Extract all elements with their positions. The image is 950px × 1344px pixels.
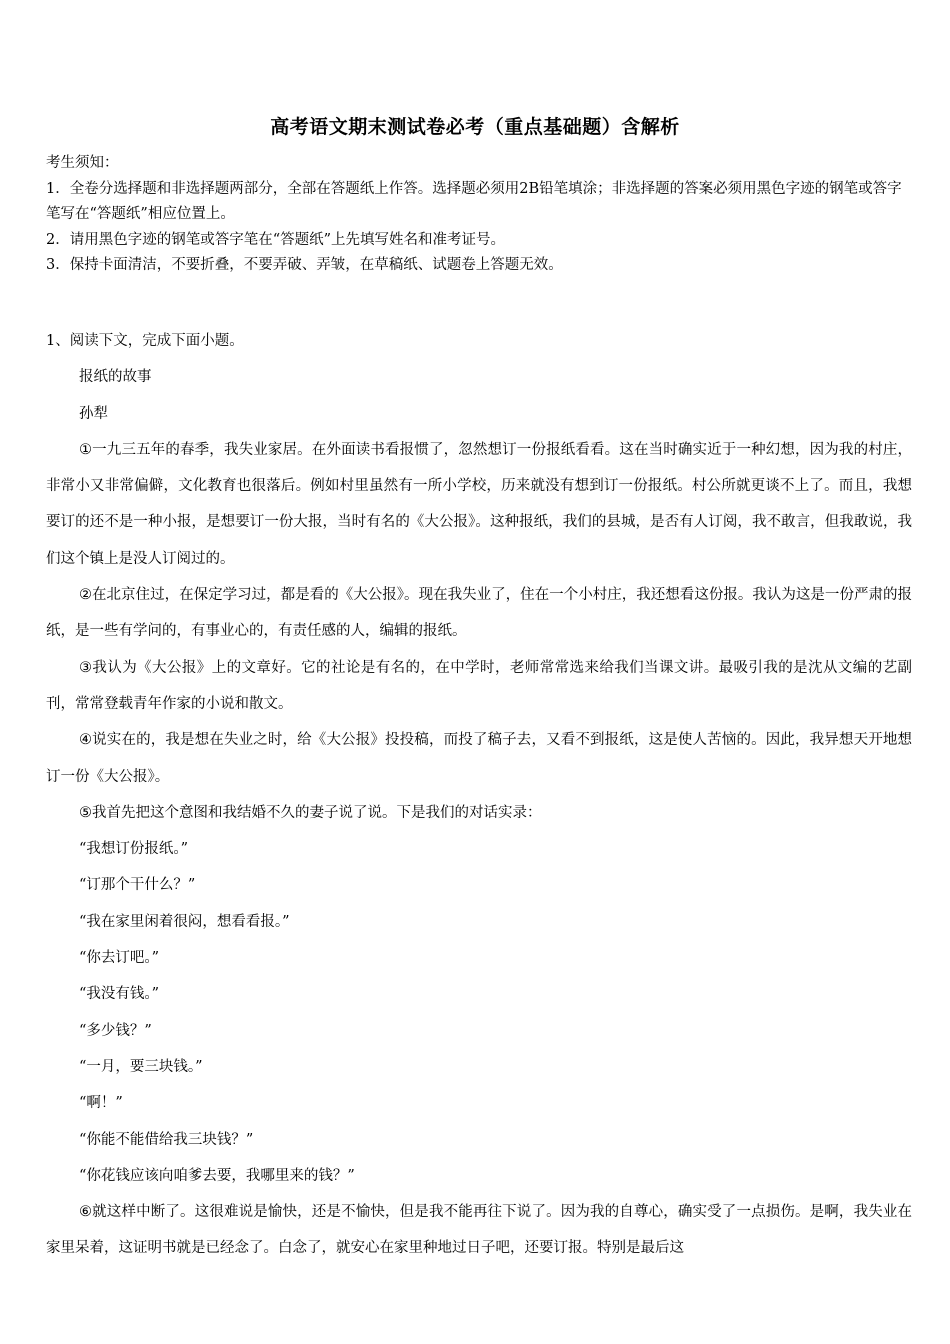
paragraph — [46, 1194, 912, 1267]
paragraph-number: ⑤ — [79, 804, 92, 821]
dialogue-line: “你花钱应该向咱爹去要，我哪里来的钱？” — [79, 1167, 355, 1184]
paragraph-text: 我认为《大公报》上的文章好。它的社论是有名的，在中学时，老师常常选来给我们当课文讲。最吸引我的是沈从文编的艺副刊，常常登载青年作家的小说和散文。 — [46, 659, 913, 712]
passage-title: 报纸的故事 — [79, 369, 152, 386]
notice-item: 2．请用黑色字迹的钢笔或答字笔在“答题纸”上先填写姓名和准考证号。 — [46, 231, 506, 248]
notice-item: 3．保持卡面清洁，不要折叠，不要弄破、弄皱，在草稿纸、试题卷上答题无效。 — [46, 257, 563, 273]
paragraph-text: 我首先把这个意图和我结婚不久的妻子说了说。下是我们的对话实录： — [92, 804, 542, 821]
paragraph — [46, 795, 912, 831]
paragraph-number: ② — [79, 587, 93, 604]
paragraph — [46, 577, 912, 650]
dialogue-line: “我想订份报纸。” — [79, 841, 189, 858]
paragraph-number: ③ — [79, 659, 93, 676]
paragraph — [46, 432, 912, 577]
dialogue-line: “一月，要三块钱。” — [79, 1058, 203, 1075]
dialogue-line: “啊！” — [79, 1095, 123, 1112]
paragraph-text: 一九三五年的春季，我失业家居。在外面读书看报惯了，忽然想订一份报纸看看。这在当时确实近于一种幻想，因为我的村庄，非常小又非常偏僻，文化教育也很落后。例如村里虽然有一所小学校，历来就没有想到订一份报纸。村公所就更谈不上了。而且，我想要订的还不是一种小报，是想要订一份大报，当时有名的《大公报》。这种报纸，我们的县城，是否有人订阅，我不敢言，但我敢说，我们这个镇上是没人订阅过的。 — [46, 441, 913, 567]
paragraph-text: 就这样中断了。这很难说是愉快，还是不愉快，但是我不能再往下说了。因为我的自尊心，确实受了一点损伤。是啊，我失业在家里呆着，这证明书就是已经念了。白念了，就安心在家里种地过日子吧，还要订报。特别是最后这 — [46, 1204, 913, 1257]
paragraph — [46, 722, 912, 795]
paragraph — [46, 650, 912, 723]
paragraph-text: 在北京住过，在保定学习过，都是看的《大公报》。现在我失业了，住在一个小村庄，我还想看这份报。我认为这是一份严肃的报纸，是一些有学问的，有事业心的，有责任感的人，编辑的报纸。 — [46, 587, 912, 640]
dialogue-line: “我在家里闲着很闷，想看看报。” — [79, 913, 290, 930]
notice-heading: 考生须知： — [46, 155, 119, 171]
question-prompt: 1、阅读下文，完成下面小题。 — [46, 333, 244, 349]
paragraph-text: 说实在的，我是想在失业之时，给《大公报》投投稿，而投了稿子去，又看不到报纸，这是使人苦恼的。因此，我异想天开地想订一份《大公报》。 — [46, 732, 913, 785]
paragraph-number: ① — [79, 441, 93, 458]
dialogue-line: “我没有钱。” — [79, 986, 160, 1003]
notice-item: 1．全卷分选择题和非选择题两部分，全部在答题纸上作答。选择题必须用2B铅笔填涂；非选择题的答案必须用黑色字迹的钢笔或答字笔写在“答题纸”相应位置上。 — [46, 180, 902, 222]
reading-passage — [46, 323, 912, 1267]
dialogue-line: “你去订吧。” — [79, 950, 160, 967]
paragraph-number: ④ — [79, 732, 93, 749]
passage-author: 孙犁 — [79, 405, 108, 422]
dialogue-line: “你能不能借给我三块钱？” — [79, 1131, 254, 1148]
paragraph-number: ⑥ — [79, 1204, 93, 1221]
exam-notice — [46, 151, 908, 279]
dialogue-line: “订那个干什么？” — [79, 877, 196, 894]
dialogue-line: “多少钱？” — [79, 1022, 152, 1039]
page-title: 高考语文期末测试卷必考（重点基础题）含解析 — [270, 116, 680, 138]
